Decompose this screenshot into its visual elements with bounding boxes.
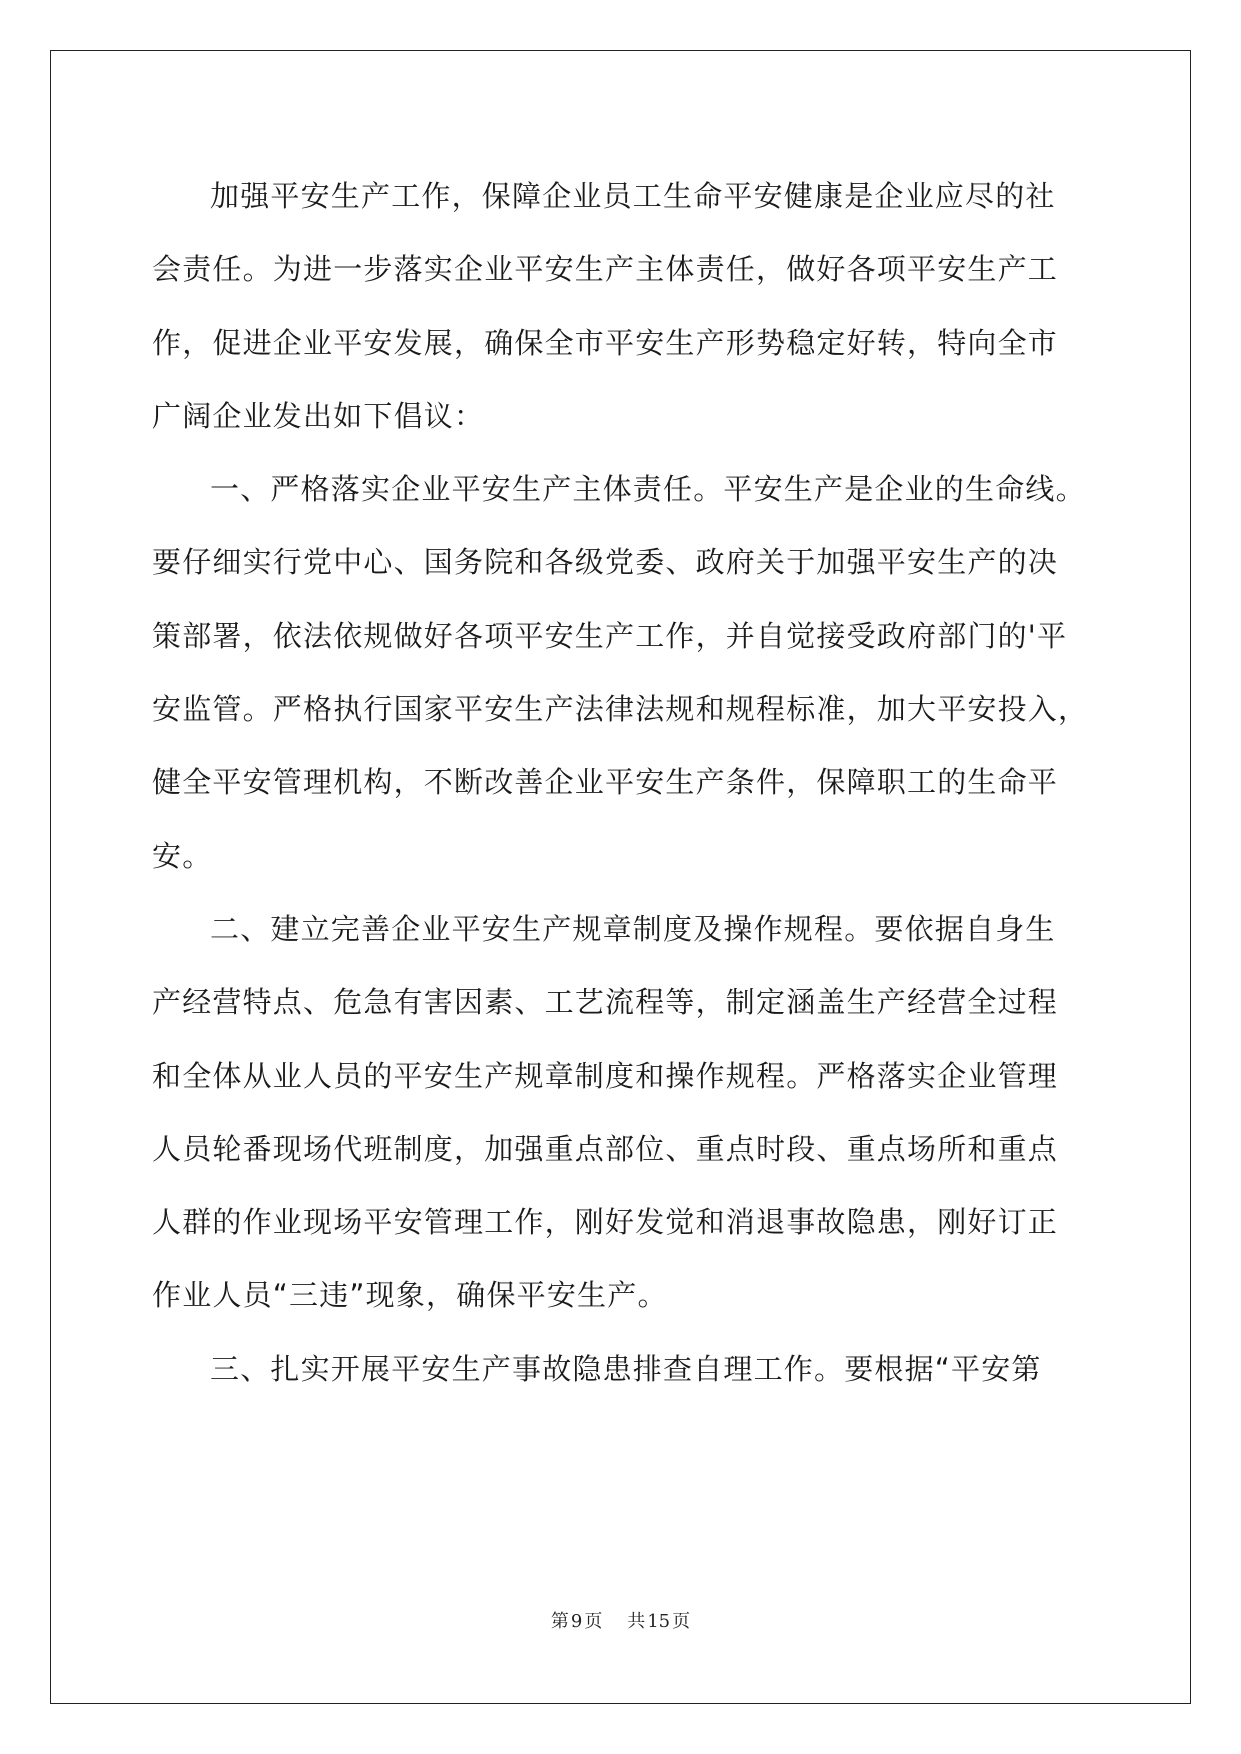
text-line: 和全体从业人员的平安生产规章制度和操作规程。严格落实企业管理 — [152, 1058, 1059, 1093]
page-label-suffix: 页 — [584, 1611, 603, 1632]
text-line: 策部署，依法依规做好各项平安生产工作，并自觉接受政府部门的'平 — [152, 618, 1068, 653]
body-text — [152, 160, 1092, 1406]
text-line: 会责任。为进一步落实企业平安生产主体责任，做好各项平安生产工 — [152, 252, 1059, 287]
page-label-prefix: 第 — [550, 1611, 569, 1632]
text-line: 三、扎实开展平安生产事故隐患排查自理工作。要根据“平安第 — [210, 1351, 1042, 1386]
text-line: 人群的作业现场平安管理工作，刚好发觉和消退事故隐患，刚好订正 — [152, 1205, 1059, 1240]
text-line: 加强平安生产工作，保障企业员工生命平安健康是企业应尽的社 — [210, 179, 1056, 213]
total-prefix: 共 — [627, 1611, 646, 1632]
text-line: 要仔细实行党中心、国务院和各级党委、政府关于加强平安生产的决 — [152, 545, 1059, 580]
page-footer — [0, 1607, 1241, 1633]
text-line: 二、建立完善企业平安生产规章制度及操作规程。要依据自身生 — [210, 911, 1056, 946]
text-line: 人员轮番现场代班制度，加强重点部位、重点时段、重点场所和重点 — [152, 1131, 1059, 1166]
text-line: 安监管。严格执行国家平安生产法律法规和规程标准，加大平安投入， — [152, 692, 1089, 727]
total-pages: 15 — [647, 1611, 671, 1632]
total-suffix: 页 — [672, 1611, 691, 1632]
text-line: 安。 — [152, 838, 213, 873]
text-line: 健全平安管理机构，不断改善企业平安生产条件，保障职工的生命平 — [152, 765, 1059, 800]
text-line: 一、严格落实企业平安生产主体责任。平安生产是企业的生命线。 — [210, 472, 1086, 507]
text-line: 作业人员“三违”现象，确保平安生产。 — [152, 1278, 668, 1313]
text-line: 广阔企业发出如下倡议： — [152, 398, 485, 433]
page-number: 9 — [570, 1611, 583, 1632]
text-line: 作，促进企业平安发展，确保全市平安生产形势稳定好转，特向全市 — [152, 325, 1059, 360]
text-line: 产经营特点、危急有害因素、工艺流程等，制定涵盖生产经营全过程 — [152, 985, 1059, 1020]
